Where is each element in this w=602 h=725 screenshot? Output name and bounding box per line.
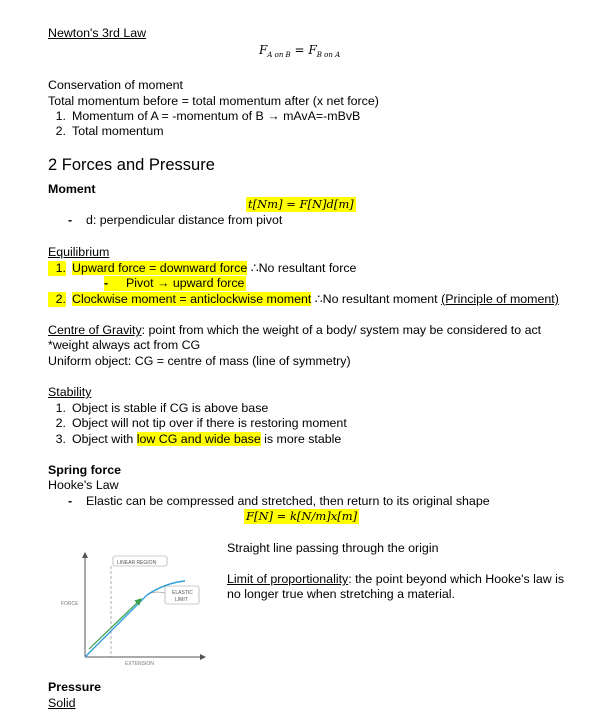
elastic-label-2: LIMIT	[175, 597, 188, 603]
cog-term: Centre of Gravity	[48, 323, 142, 337]
stability-heading: Stability	[48, 385, 92, 399]
cog-uniform: Uniform object: CG = centre of mass (line of symmetry)	[48, 354, 351, 368]
limit-def: : the point beyond which Hooke's law is	[348, 572, 565, 586]
solid-heading: Solid	[48, 696, 76, 710]
pressure-heading: Pressure	[48, 680, 102, 694]
stability-item-2	[48, 416, 347, 431]
highlighted-text: Upward force = downward force	[72, 261, 248, 275]
list-item-text: Object will not tip over if there is restoring moment	[72, 416, 347, 430]
list-number: 2.	[55, 124, 66, 138]
momentum-item-1	[48, 109, 360, 124]
eq-left-sub: A on B	[267, 51, 291, 59]
bullet-dash: -	[104, 276, 109, 290]
bullet-dash: -	[68, 213, 73, 227]
force-extension-graph	[55, 545, 220, 667]
eq-equals: =	[294, 43, 305, 57]
momentum-title: Conservation of moment	[48, 78, 183, 92]
list-number: 1.	[48, 261, 66, 276]
elastic-label-1: ELASTIC	[172, 590, 193, 596]
bullet-text: Elastic can be compressed and stretched, then return to its original shape	[86, 494, 490, 508]
eq-right: F	[308, 43, 317, 57]
stability-item-3	[48, 432, 341, 447]
section-heading: 2 Forces and Pressure	[48, 156, 215, 174]
equilibrium-item-1	[48, 261, 356, 276]
newton-heading: Newton's 3rd Law	[48, 26, 147, 40]
linear-region-label: LINEAR REGION	[117, 560, 157, 566]
list-item-text: Object with	[72, 432, 137, 446]
eq-right-sub: B on A	[316, 51, 341, 59]
list-item-text: Object is stable if CG is above base	[72, 401, 269, 415]
limit-definition-1	[227, 572, 564, 587]
momentum-line: Total momentum before = total momentum after (x net force)	[48, 94, 379, 108]
limit-definition-2: no longer true when stretching a material.	[227, 587, 455, 601]
moment-bullet	[68, 213, 282, 228]
straight-line-note: Straight line passing through the origin	[227, 541, 439, 555]
x-axis-label: EXTENSION	[125, 661, 154, 667]
equilibrium-item-2	[48, 292, 559, 307]
bullet-dash: -	[68, 494, 73, 508]
cog-note: *weight always act from CG	[48, 338, 201, 352]
equilibrium-subitem	[104, 276, 246, 291]
spring-heading: Spring force	[48, 463, 121, 477]
hookes-formula: F[N] = k[N/m]x[m]	[246, 509, 358, 523]
elastic-limit-pointer	[151, 592, 165, 593]
list-number: 3.	[55, 432, 66, 446]
list-item-text: is more stable	[260, 432, 342, 446]
principle-of-moment-ref: (Principle of moment)	[441, 292, 559, 306]
list-number: 2.	[55, 416, 66, 430]
moment-heading: Moment	[48, 182, 96, 196]
highlighted-text: Pivot → upward force	[126, 276, 245, 290]
list-number: 1.	[55, 109, 66, 123]
highlighted-text: low CG and wide base	[136, 432, 261, 446]
y-axis-label: FORCE	[61, 601, 79, 607]
cog-def: : point from which the weight of a body/ system may be considered to act	[141, 323, 542, 337]
list-item-text: Total momentum	[72, 124, 164, 138]
limit-term: Limit of proportionality	[227, 572, 349, 586]
cog-definition	[48, 323, 541, 338]
spring-bullet	[68, 494, 490, 509]
list-item-text: ∴No resultant force	[247, 261, 357, 275]
equilibrium-heading: Equilibrium	[48, 245, 110, 259]
eq-left: F	[259, 43, 268, 57]
newton-equation	[259, 43, 340, 60]
list-number: 1.	[55, 401, 66, 415]
stability-item-1	[48, 401, 268, 416]
bullet-text: d: perpendicular distance from pivot	[86, 213, 283, 227]
list-item-text: ∴No resultant moment	[311, 292, 442, 306]
list-number: 2.	[48, 292, 66, 307]
momentum-item-2	[48, 124, 164, 139]
list-item-text: Momentum of A = -momentum of B → mAvA=-mBvB	[72, 109, 361, 123]
highlighted-text: Clockwise moment = anticlockwise moment	[72, 292, 312, 306]
linear-region-arrow	[89, 599, 141, 649]
hookes-law: Hooke's Law	[48, 478, 119, 492]
moment-formula: t[Nm] = F[N]d[m]	[248, 197, 354, 211]
